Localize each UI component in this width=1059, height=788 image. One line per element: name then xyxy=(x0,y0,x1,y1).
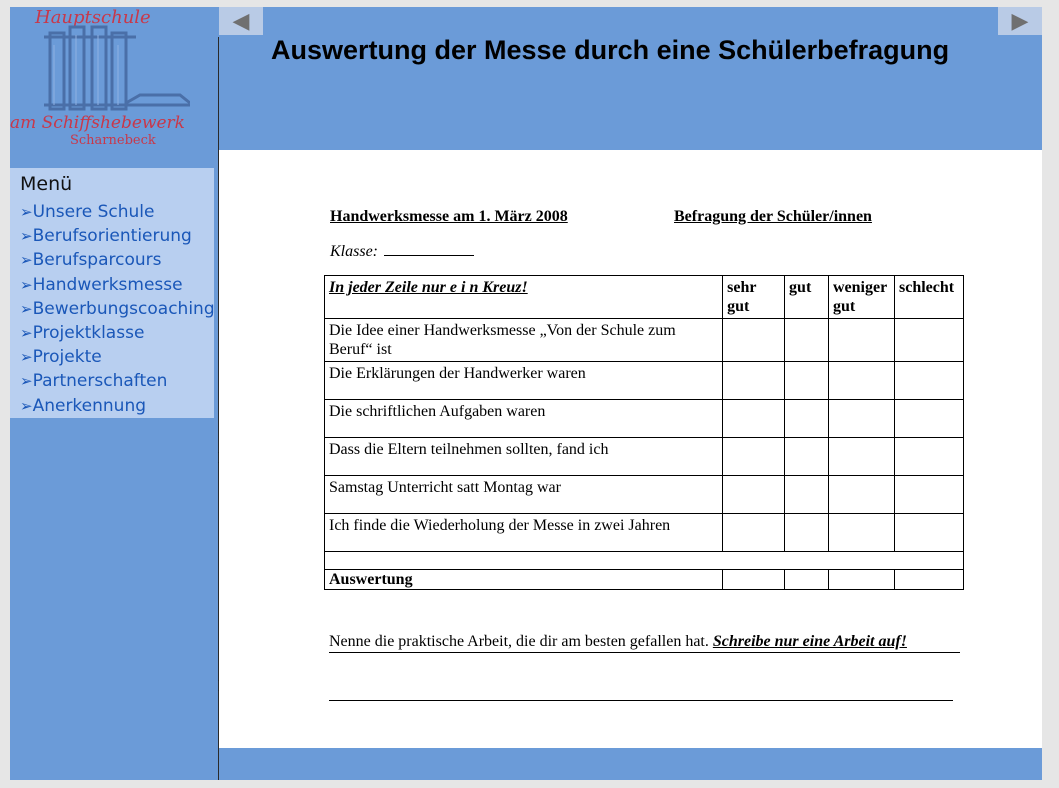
menu-item-partnerschaften[interactable] xyxy=(20,371,215,395)
arrow-right-icon: ➢ xyxy=(20,275,33,294)
menu-item-label: Unsere Schule xyxy=(32,202,155,222)
triangle-right-icon: ▶ xyxy=(1011,8,1029,33)
arrow-right-icon: ➢ xyxy=(20,299,33,318)
klasse-field xyxy=(330,243,474,261)
menu-item-projektklasse[interactable] xyxy=(20,323,215,347)
heading-left: Handwerksmesse am 1. März 2008 xyxy=(330,208,568,225)
summary-label: Auswertung xyxy=(325,570,723,590)
menu-item-berufsparcours[interactable] xyxy=(20,250,215,274)
column-header: weniger gut xyxy=(829,276,895,319)
arrow-right-icon: ➢ xyxy=(20,323,33,342)
answer-cell xyxy=(785,438,829,476)
answer-cell xyxy=(723,362,785,400)
ship-lift-icon xyxy=(40,25,190,113)
answer-cell xyxy=(894,476,963,514)
task-emphasis: Schreibe nur eine Arbeit auf! xyxy=(712,633,907,650)
answer-cell xyxy=(785,400,829,438)
logo-school-type: Hauptschule xyxy=(35,7,151,28)
answer-cell xyxy=(894,570,963,590)
answer-line xyxy=(329,700,953,701)
answer-cell xyxy=(723,476,785,514)
school-logo[interactable] xyxy=(10,7,218,167)
arrow-right-icon: ➢ xyxy=(20,227,33,246)
answer-cell xyxy=(723,400,785,438)
menu-item-label: Partnerschaften xyxy=(32,371,168,392)
answer-cell xyxy=(894,319,963,362)
instruction-cell: In jeder Zeile nur e i n Kreuz! xyxy=(325,276,723,319)
triangle-left-icon: ◀ xyxy=(232,8,250,33)
menu-item-label: Bewerbungscoaching xyxy=(32,298,215,319)
arrow-right-icon: ➢ xyxy=(20,203,33,221)
table-row xyxy=(325,476,964,514)
answer-cell xyxy=(723,438,785,476)
question-cell: Die Idee einer Handwerksmesse „Von der Schule zum Beruf“ ist xyxy=(325,319,723,362)
table-header-row xyxy=(325,276,964,319)
answer-cell xyxy=(894,514,963,552)
answer-cell xyxy=(785,319,829,362)
main-menu xyxy=(10,168,214,418)
answer-cell xyxy=(829,319,895,362)
page-frame xyxy=(10,7,1042,780)
answer-cell xyxy=(785,476,829,514)
answer-cell xyxy=(829,570,895,590)
answer-cell xyxy=(785,570,829,590)
column-header: gut xyxy=(785,276,829,319)
klasse-label: Klasse: xyxy=(330,243,378,260)
answer-cell xyxy=(829,438,895,476)
question-cell: Die Erklärungen der Handwerker waren xyxy=(325,362,723,400)
arrow-right-icon: ➢ xyxy=(20,251,33,270)
table-row xyxy=(325,319,964,362)
arrow-right-icon: ➢ xyxy=(20,348,33,367)
menu-item-unsere-schule[interactable] xyxy=(20,202,215,226)
answer-cell xyxy=(894,400,963,438)
table-row xyxy=(325,400,964,438)
menu-item-bewerbungscoaching[interactable] xyxy=(20,299,215,323)
spacer-cell xyxy=(325,552,964,570)
answer-cell xyxy=(785,514,829,552)
logo-location: am Schiffshebewerk xyxy=(10,113,185,133)
question-cell: Dass die Eltern teilnehmen sollten, fand ich xyxy=(325,438,723,476)
menu-item-label: Projektklasse xyxy=(32,322,145,343)
task-text: Nenne die praktische Arbeit, die dir am besten gefallen hat. xyxy=(329,633,709,650)
arrow-right-icon: ➢ xyxy=(20,372,33,391)
answer-cell xyxy=(829,514,895,552)
answer-cell xyxy=(829,400,895,438)
table-row xyxy=(325,514,964,552)
content-area xyxy=(219,150,1042,748)
answer-cell xyxy=(829,476,895,514)
menu-item-berufsorientierung[interactable] xyxy=(20,226,215,250)
answer-cell xyxy=(723,570,785,590)
document-heading xyxy=(330,208,970,226)
table-row xyxy=(325,362,964,400)
answer-cell xyxy=(723,514,785,552)
menu-item-label: Anerkennung xyxy=(32,395,147,416)
menu-item-handwerksmesse[interactable] xyxy=(20,275,215,299)
menu-item-label: Berufsparcours xyxy=(32,250,162,271)
task-instruction xyxy=(329,633,960,653)
page-title: Auswertung der Messe durch eine Schülerbefragung xyxy=(271,35,950,65)
menu-item-label: Berufsorientierung xyxy=(32,226,192,247)
answer-cell xyxy=(785,362,829,400)
survey-table xyxy=(324,275,964,590)
column-header: sehr gut xyxy=(723,276,785,319)
summary-row xyxy=(325,570,964,590)
menu-title: Menü xyxy=(20,173,73,195)
heading-right: Befragung der Schüler/innen xyxy=(674,208,872,225)
page-footer xyxy=(219,748,1042,780)
question-cell: Samstag Unterricht satt Montag war xyxy=(325,476,723,514)
menu-item-anerkennung[interactable] xyxy=(20,396,215,420)
previous-page-button[interactable] xyxy=(219,7,263,35)
table-spacer-row xyxy=(325,552,964,570)
question-cell: Die schriftlichen Aufgaben waren xyxy=(325,400,723,438)
table-row xyxy=(325,438,964,476)
menu-item-label: Handwerksmesse xyxy=(32,274,183,295)
menu-item-projekte[interactable] xyxy=(20,347,215,371)
klasse-line xyxy=(384,255,474,256)
page-header xyxy=(219,7,1042,150)
answer-cell xyxy=(829,362,895,400)
question-cell: Ich finde die Wiederholung der Messe in zwei Jahren xyxy=(325,514,723,552)
arrow-right-icon: ➢ xyxy=(20,396,33,415)
answer-cell xyxy=(723,319,785,362)
answer-cell xyxy=(894,362,963,400)
answer-cell xyxy=(894,438,963,476)
menu-item-label: Projekte xyxy=(32,347,102,368)
next-page-button[interactable] xyxy=(998,7,1042,35)
survey-document xyxy=(219,150,1042,748)
logo-town: Scharnebeck xyxy=(70,133,156,148)
column-header: schlecht xyxy=(894,276,963,319)
